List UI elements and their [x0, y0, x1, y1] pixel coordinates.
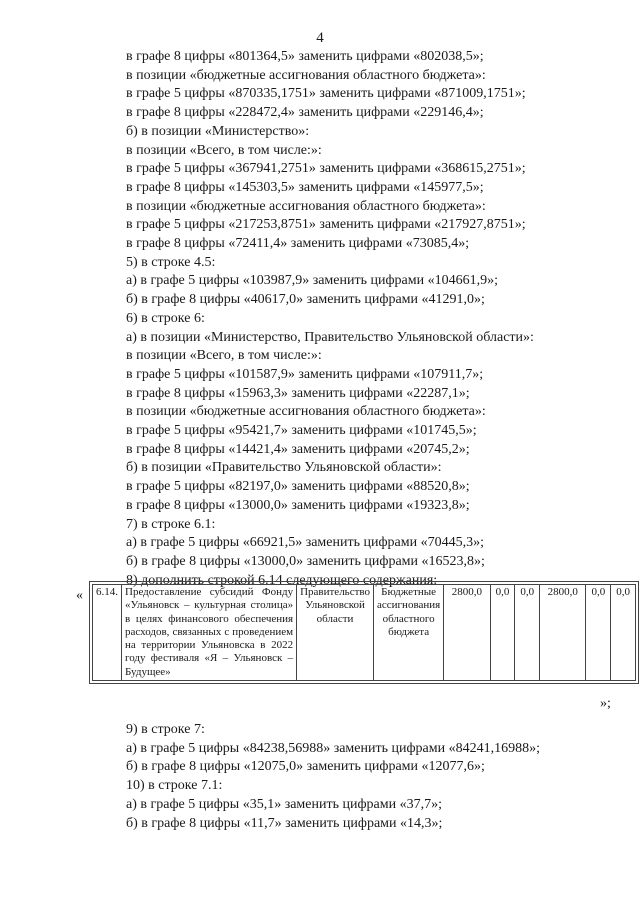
amendment-text-bottom	[126, 721, 540, 833]
value-cell: 0,0	[611, 585, 636, 681]
text-line: а) в графе 5 цифры «84238,56988» заменить цифрами «84241,16988»;	[126, 740, 541, 756]
text-line: в позиции «Всего, в том числе:»:	[126, 142, 322, 158]
value-cell: 0,0	[490, 585, 515, 681]
text-line: б) в позиции «Министерство»:	[126, 123, 310, 139]
value-cell: 0,0	[515, 585, 540, 681]
value-cell: 0,0	[586, 585, 611, 681]
text-line: в графе 8 цифры «13000,0» заменить цифрами «19323,8»;	[126, 497, 470, 513]
text-line: б) в графе 8 цифры «13000,0» заменить цифрами «16523,8»;	[126, 553, 485, 569]
text-line: а) в графе 5 цифры «35,1» заменить цифрами «37,7»;	[126, 796, 443, 812]
text-line: б) в графе 8 цифры «12075,0» заменить цифрами «12077,6»;	[126, 759, 485, 775]
text-line: 8) дополнить строкой 6.14 следующего содержания:	[126, 572, 438, 588]
text-line: а) в графе 5 цифры «103987,9» заменить цифрами «104661,9»;	[126, 273, 499, 289]
close-quote: »;	[600, 696, 611, 711]
text-line: в графе 5 цифры «95421,7» заменить цифрами «101745,5»;	[126, 423, 477, 439]
value-cell: 2800,0	[540, 585, 586, 681]
text-line: в графе 5 цифры «82197,0» заменить цифрами «88520,8»;	[126, 479, 470, 495]
text-line: б) в позиции «Правительство Ульяновской области»:	[126, 460, 442, 476]
text-line: в позиции «бюджетные ассигнования областного бюджета»:	[126, 404, 486, 420]
description-cell: Предоставление субсидий Фонду «Ульяновск – культурная столица» в целях финансового обеспечения расходов, связанных с проведением на территории Ульяновска в 2022 году фестиваля «Я – Ульяновск – Будущее»	[122, 585, 297, 681]
text-line: в графе 8 цифры «14421,4» заменить цифрами «20745,2»;	[126, 441, 470, 457]
inserted-row-table	[92, 584, 636, 681]
text-line: в графе 8 цифры «801364,5» заменить цифрами «802038,5»;	[126, 49, 484, 64]
text-line: в графе 8 цифры «228472,4» заменить цифрами «229146,4»;	[126, 105, 484, 121]
text-line: 7) в строке 6.1:	[126, 516, 216, 532]
text-line: б) в графе 8 цифры «11,7» заменить цифрами «14,3»;	[126, 815, 443, 831]
text-line: в графе 5 цифры «367941,2751» заменить цифрами «368615,2751»;	[126, 161, 526, 177]
text-line: в графе 5 цифры «870335,1751» заменить цифрами «871009,1751»;	[126, 86, 526, 102]
executor-cell: Правительство Ульяновской области	[297, 585, 374, 681]
text-line: 10) в строке 7.1:	[126, 778, 223, 794]
text-line: в позиции «бюджетные ассигнования областного бюджета»:	[126, 67, 486, 83]
text-line: в графе 5 цифры «217253,8751» заменить цифрами «217927,8751»;	[126, 217, 526, 233]
text-line: в позиции «бюджетные ассигнования областного бюджета»:	[126, 198, 486, 214]
text-line: 6) в строке 6:	[126, 310, 205, 326]
funding-source-cell: Бюджетные ассигнования областного бюджета	[374, 585, 444, 681]
amendment-text-top	[126, 48, 534, 590]
text-line: б) в графе 8 цифры «40617,0» заменить цифрами «41291,0»;	[126, 292, 485, 308]
value-cell: 2800,0	[444, 585, 490, 681]
row-number-cell: 6.14.	[93, 585, 122, 681]
open-quote: «	[76, 588, 83, 603]
text-line: а) в графе 5 цифры «66921,5» заменить цифрами «70445,3»;	[126, 535, 485, 551]
text-line: в графе 8 цифры «145303,5» заменить цифрами «145977,5»;	[126, 179, 484, 195]
text-line: в графе 8 цифры «15963,3» заменить цифрами «22287,1»;	[126, 385, 470, 401]
page-number: 4	[316, 30, 324, 46]
text-line: в позиции «Всего, в том числе:»:	[126, 348, 322, 364]
text-line: в графе 8 цифры «72411,4» заменить цифрами «73085,4»;	[126, 236, 470, 252]
text-line: 9) в строке 7:	[126, 722, 205, 737]
text-line: а) в позиции «Министерство, Правительство Ульяновской области»:	[126, 329, 534, 345]
text-line: в графе 5 цифры «101587,9» заменить цифрами «107911,7»;	[126, 366, 484, 382]
text-line: 5) в строке 4.5:	[126, 254, 216, 270]
table-row	[93, 585, 636, 681]
